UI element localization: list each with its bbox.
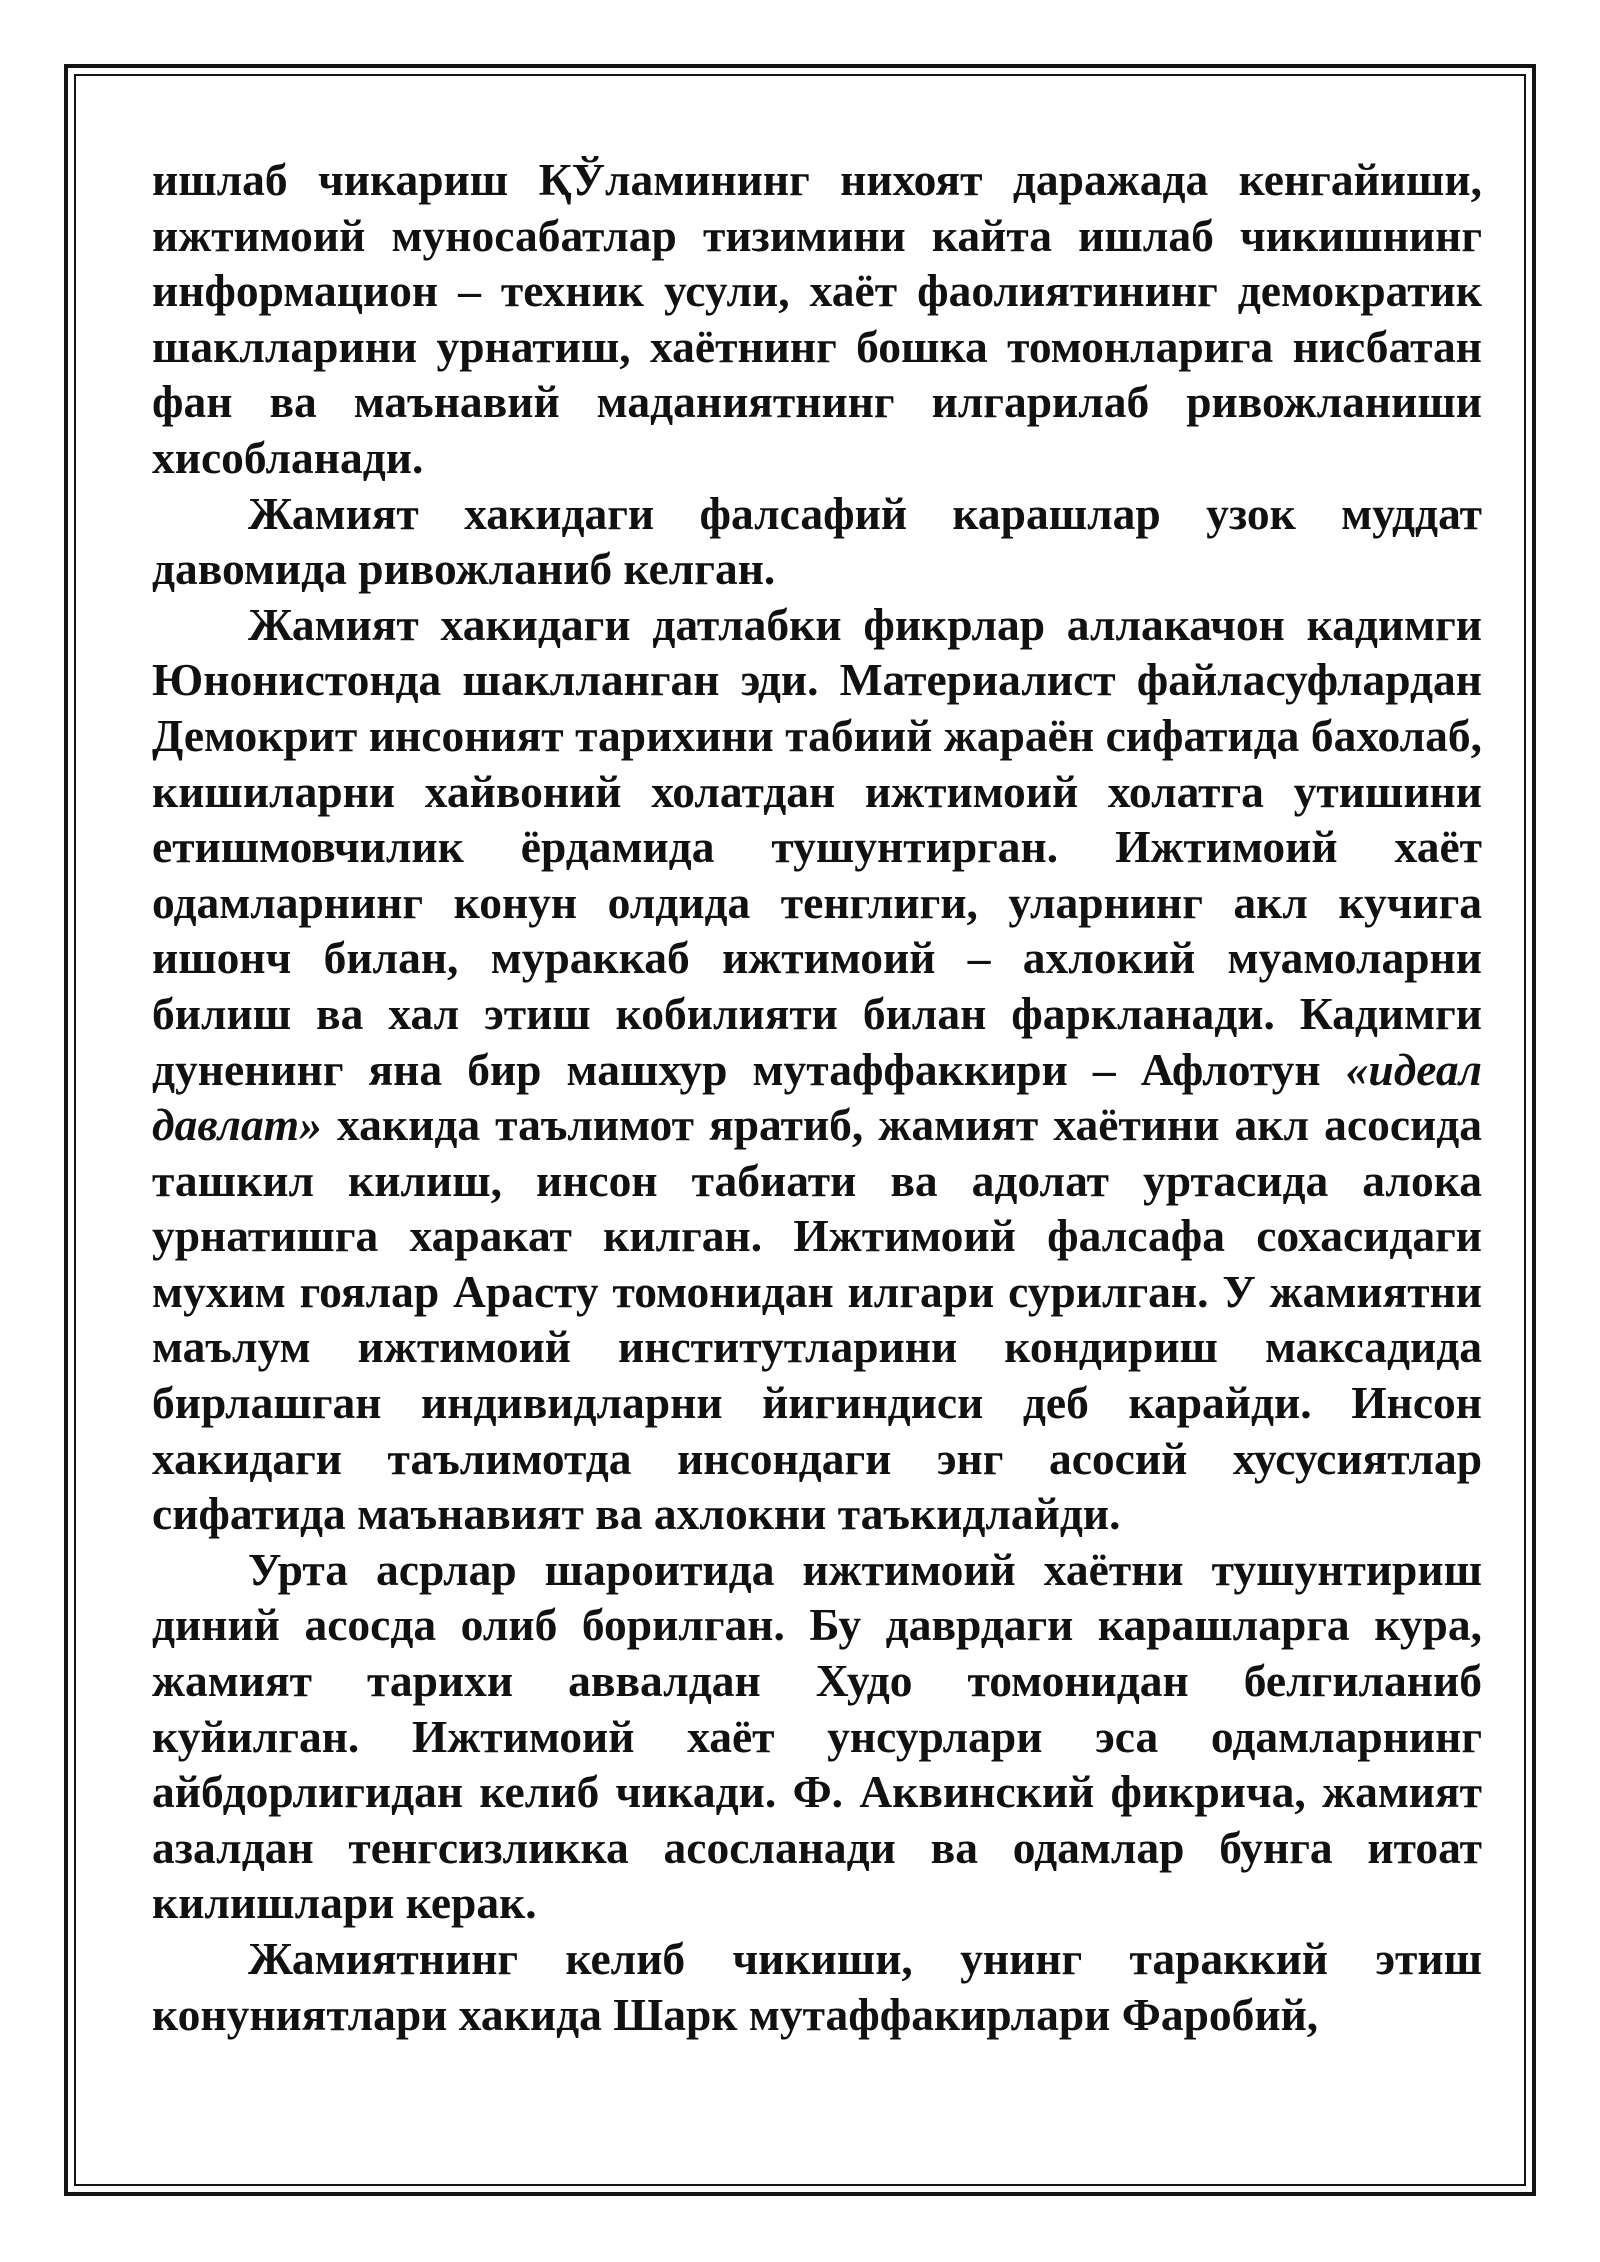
paragraph-1 xyxy=(152,152,1482,486)
paragraph-2 xyxy=(152,486,1482,597)
paragraph-text: хакида таълимот яратиб, жамият хаётини акл асосида ташкил килиш, инсон табиати ва адолат уртасида алока урнатишга харакат килган. Ижтимоий фалсафа сохасидаги мухим гоялар Арасту томонидан илгари сурилган. У жамиятни маълум ижтимоий институтларини кондириш максадида бирлашган индивидларни йигиндиси деб карайди. Инсон хакидаги таълимотда инсондаги энг асосий хусусиятлар сифатида маънавият ва ахлокни таъкидлайди. xyxy=(152,1099,1482,1540)
paragraph-4 xyxy=(152,1542,1482,1931)
paragraph-text: ишлаб чикариш ҚЎламининг нихоят даражада кенгайиши, ижтимоий муносабатлар тизимини кайта ишлаб чикишнинг информацион – техник усули, хаёт фаолиятининг демократик шаклларини урнатиш, хаётнинг бошка томонларига нисбатан фан ва маънавий маданиятнинг илгарилаб ривожланиши хисобланади. xyxy=(152,154,1482,483)
paragraph-text: Жамиятнинг келиб чикиши, унинг тараккий этиш конуниятлари хакида Шарк мутаффакирлари Фаробий, xyxy=(152,1933,1482,2040)
italic-phrase: «идеал давлат» xyxy=(152,1043,1482,1151)
document-body xyxy=(152,152,1482,2042)
paragraph-3 xyxy=(152,597,1482,1542)
paragraph-text: Жамият хакидаги датлабки фикрлар аллакачон кадимги Юнонистонда шаклланган эди. Материалист файласуфлардан Демокрит инсоният тарихини табиий жараён сифатида бахолаб, кишиларни хайвоний холатдан ижтимоий холатга утишини етишмовчилик ёрдамида тушунтирган. Ижтимоий хаёт одамларнинг конун олдида тенглиги, уларнинг акл кучига ишонч билан, мураккаб ижтимоий – ахлокий муамоларни билиш ва хал этиш кобилияти билан фаркланади. Кадимги дуненинг яна бир машхур мутаффаккири – Афлотун xyxy=(152,598,1482,1095)
paragraph-text: Жамият хакидаги фалсафий карашлар узок муддат давомида ривожланиб келган. xyxy=(152,487,1482,595)
paragraph-5 xyxy=(152,1931,1482,2042)
paragraph-text: Урта асрлар шароитида ижтимоий хаётни тушунтириш диний асосда олиб борилган. Бу даврдаги карашларга кура, жамият тарихи аввалдан Худо томонидан белгиланиб куйилган. Ижтимоий хаёт унсурлари эса одамларнинг айбдорлигидан келиб чикади. Ф. Аквинский фикрича, жамият азалдан тенгсизликка асосланади ва одамлар бунга итоат килишлари керак. xyxy=(152,1543,1482,1929)
